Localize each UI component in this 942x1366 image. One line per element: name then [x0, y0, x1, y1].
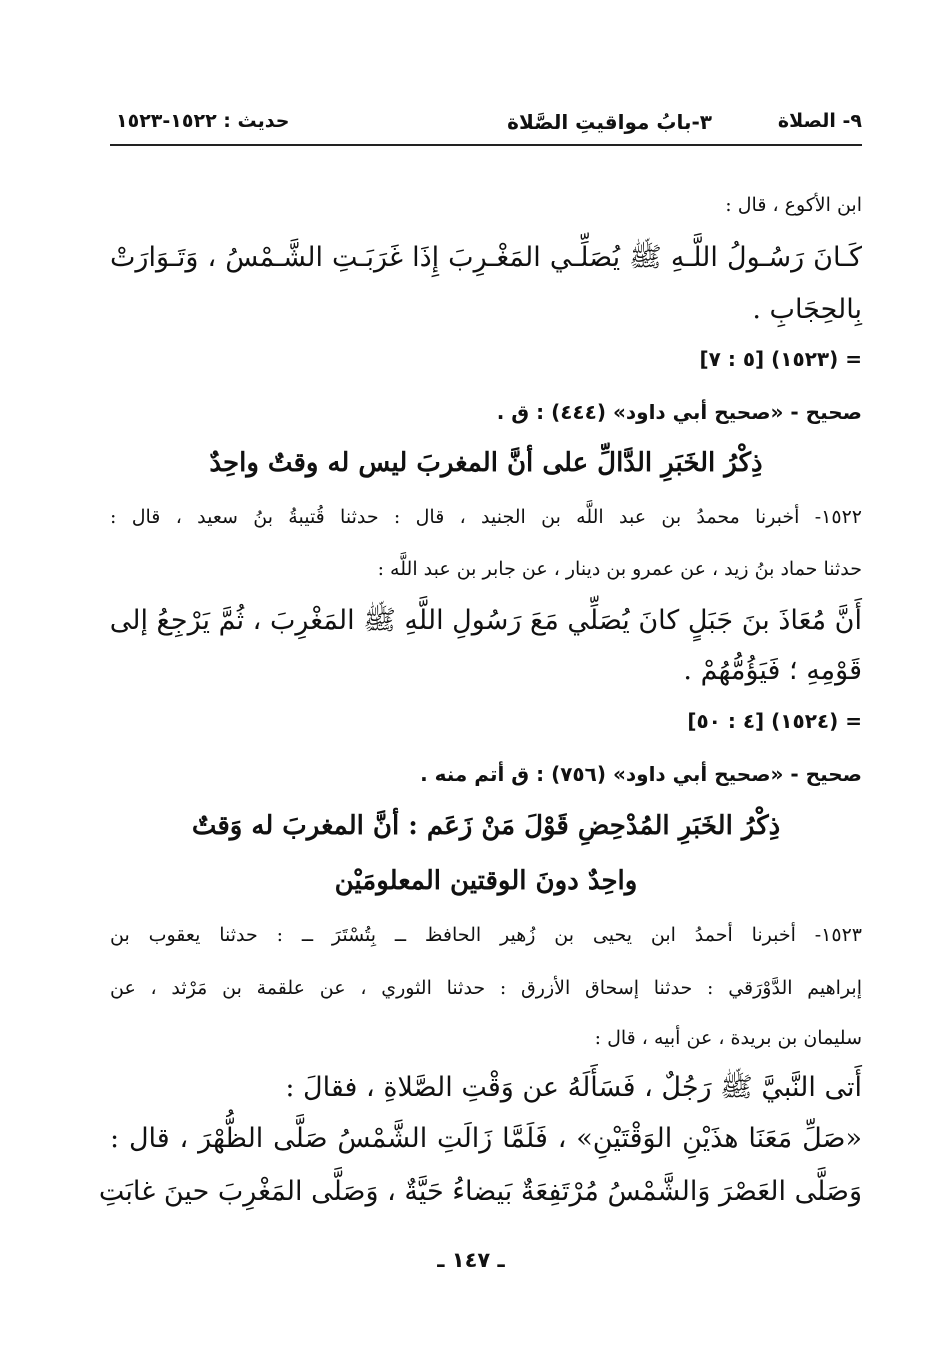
header-divider	[110, 144, 862, 146]
chapter-heading: ذِكْرُ الخَبَرِ المُدْحِضِ قَوْلَ مَنْ زَعَم : أنَّ المغربَ له وَقتٌ	[191, 811, 781, 841]
grading-line: صحيح - «صحيح أبي داود» (٧٥٦) : ق أتم منه .	[420, 762, 862, 786]
page-header	[110, 104, 862, 140]
text-line: ابن الأكوع ، قال :	[725, 194, 862, 216]
chapter-heading: واحِدٌ دونَ الوقتين المعلومَيْن	[334, 866, 638, 896]
isnad-line: حدثنا حماد بنُ زيد ، عن عمرو بن دينار ، عن جابر بن عبد اللَّه :	[377, 558, 862, 580]
isnad-line: سليمان بن بريدة ، عن أبيه ، قال :	[594, 1027, 862, 1049]
cross-reference: = (١٥٢٣) [٥ : ٧]	[699, 347, 862, 371]
hadith-text-line: بِالحِجَابِ .	[752, 294, 862, 325]
chapter-heading: ذِكْرُ الخَبَرِ الدَّالِّ على أنَّ المغربَ ليس له وقتٌ واحِدٌ	[209, 448, 763, 478]
isnad-line: ١٥٢٣- أخبرنا أحمدُ ابن يحيى بن زُهير الحافظ ــ بِتُسْتَرَ ــ : حدثنا يعقوب بن	[110, 924, 862, 946]
hadith-range: حديث : ١٥٢٢-١٥٢٣	[116, 110, 290, 132]
page-number: ـ ١٤٧ ـ	[437, 1248, 505, 1272]
hadith-text-line: قَوْمِهِ ؛ فَيَؤُمُّهُمْ .	[683, 655, 862, 686]
isnad-line: إبراهيم الدَّوْرَقي : حدثنا إسحاق الأزرق : حدثنا الثوري ، عن علقمة بن مَرْثد ، عن	[110, 977, 862, 999]
hadith-text-line: وَصَلَّى العَصْرَ وَالشَّمْسُ مُرْتَفِعَةٌ بَيضاءُ حَيَّةٌ ، وَصَلَّى المَغْرِبَ حينَ غابَتِ	[98, 1176, 862, 1207]
chapter-title: ٩- الصلاة	[777, 110, 862, 132]
cross-reference: = (١٥٢٤) [٤ : ٥٠]	[687, 709, 862, 733]
grading-line: صحيح - «صحيح أبي داود» (٤٤٤) : ق .	[496, 400, 862, 424]
hadith-text-line: كَـانَ رَسُـولُ اللَّـهِ ﷺ يُصَلِّـي المَغْـرِبَ إِذَا غَرَبَـتِ الشَّـمْسُ ، وَتَـوَارَتْ	[110, 242, 862, 273]
section-title: ٣-بابُ مواقيتِ الصَّلاة	[507, 110, 712, 134]
isnad-line: ١٥٢٢- أخبرنا محمدُ بن عبد اللَّه بن الجنيد ، قال : حدثنا قُتيبةُ بنُ سعيد ، قال :	[110, 506, 862, 528]
hadith-text-line: أَنَّ مُعَاذَ بنَ جَبَلٍ كانَ يُصَلِّي مَعَ رَسُولِ اللَّهِ ﷺ المَغْرِبَ ، ثُمَّ يَرْجِعُ إلى	[109, 605, 862, 636]
hadith-text-line: أَتى النَّبيَّ ﷺ رَجُلٌ ، فَسَأَلَهُ عن وَقْتِ الصَّلاةِ ، فقالَ :	[285, 1072, 862, 1103]
hadith-text-line: «صَلِّ مَعَنَا هذَيْنِ الوَقْتَيْنِ» ، فَلَمَّا زَالَتِ الشَّمْسُ صَلَّى الظُّهْرَ ، قال :	[110, 1123, 862, 1154]
